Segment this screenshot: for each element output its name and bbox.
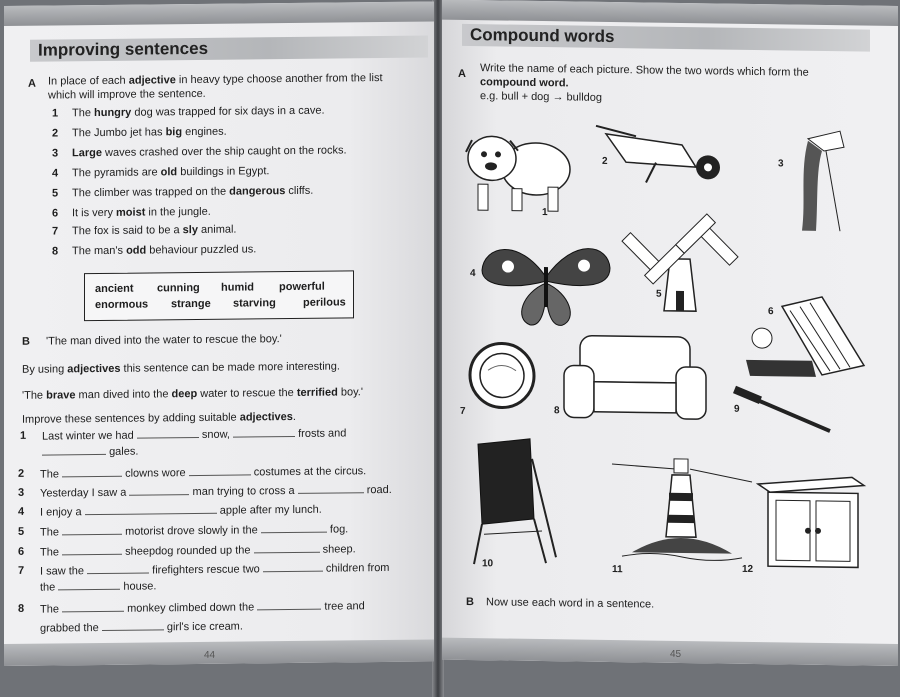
item-number: 2 <box>52 127 59 140</box>
section-a-instruction-2: which will improve the sentence. <box>48 87 206 102</box>
item-number: 6 <box>52 207 59 220</box>
sentence-number: 5 <box>18 525 25 538</box>
word-bank-word: perilous <box>303 296 346 309</box>
sentence-number: 2 <box>18 467 25 480</box>
section-b-line-4: Improve these sentences by adding suitable adjectives. <box>22 410 296 426</box>
sentence-number: 7 <box>18 564 25 577</box>
compound-section-b-letter: B <box>466 595 474 609</box>
sentence-8-line-1: The monkey climbed down the tree and <box>40 600 365 616</box>
item-number: 3 <box>52 147 59 160</box>
left-top-band <box>4 1 434 26</box>
item-sentence: The hungry dog was trapped for six days in a cave. <box>72 104 325 120</box>
item-number: 5 <box>52 187 59 200</box>
section-a-letter: A <box>28 77 36 90</box>
left-page-title: Improving sentences <box>30 36 428 62</box>
sentence-2: The clowns wore costumes at the circus. <box>40 465 367 481</box>
picture-number: 11 <box>612 564 623 576</box>
porthole-picture <box>466 340 538 411</box>
sentence-5: The motorist drove slowly in the fog. <box>40 523 349 539</box>
bulldog-picture <box>464 118 574 220</box>
item-number: 7 <box>52 225 59 238</box>
sentence-4: I enjoy a apple after my lunch. <box>40 503 322 519</box>
lighthouse-picture <box>612 452 752 566</box>
answer-blank[interactable] <box>129 485 189 496</box>
item-number: 4 <box>52 167 59 180</box>
sentence-1-line-2: gales. <box>42 445 138 459</box>
sentence-8-line-2: grabbed the girl's ice cream. <box>40 620 243 635</box>
left-bottom-band <box>4 639 434 666</box>
sentence-number: 4 <box>18 505 25 518</box>
answer-blank[interactable] <box>85 504 217 515</box>
wheelbarrow-picture <box>596 126 726 188</box>
answer-blank[interactable] <box>62 525 122 536</box>
picture-number: 6 <box>768 306 774 318</box>
picture-number: 9 <box>734 403 740 415</box>
word-bank <box>84 270 354 321</box>
item-sentence: The pyramids are old buildings in Egypt. <box>72 165 270 180</box>
right-page <box>442 0 898 666</box>
word-bank-word: humid <box>221 281 254 294</box>
compound-instruction-1: Write the name of each picture. Show the two words which form the <box>480 62 809 79</box>
picture-number: 7 <box>460 405 466 417</box>
word-bank-word: cunning <box>157 281 200 295</box>
word-bank-word: powerful <box>279 280 325 294</box>
compound-section-a-letter: A <box>458 67 466 80</box>
right-top-band <box>442 0 898 26</box>
compound-instruction-2: compound word. <box>480 76 569 90</box>
item-sentence: The man's odd behaviour puzzled us. <box>72 243 257 258</box>
waterfall-picture <box>790 130 848 233</box>
sentence-number: 3 <box>18 486 25 499</box>
item-sentence: The climber was trapped on the dangerous cliffs. <box>72 184 314 200</box>
picture-number: 1 <box>542 207 548 219</box>
blackboard-picture <box>472 438 558 570</box>
answer-blank[interactable] <box>62 602 124 613</box>
right-page-number: 45 <box>670 648 682 660</box>
picture-number: 3 <box>778 158 784 170</box>
answer-blank[interactable] <box>42 445 106 456</box>
section-b-line-3: 'The brave man dived into the deep water to rescue the terrified boy.' <box>22 386 363 402</box>
left-page <box>4 1 434 666</box>
item-sentence: It is very moist in the jungle. <box>72 205 211 220</box>
section-a-instruction-1: In place of each adjective in heavy type choose another from the list <box>48 72 383 88</box>
answer-blank[interactable] <box>263 562 323 573</box>
sentence-1-line-1: Last winter we had snow, frosts and <box>42 427 347 443</box>
answer-blank[interactable] <box>261 523 327 534</box>
armchair-picture <box>562 331 708 423</box>
answer-blank[interactable] <box>233 427 295 438</box>
answer-blank[interactable] <box>254 543 320 554</box>
word-bank-word: enormous <box>95 298 149 312</box>
picture-number: 8 <box>554 405 560 417</box>
answer-blank[interactable] <box>58 580 120 591</box>
section-b-example: 'The man dived into the water to rescue the boy.' <box>46 333 282 348</box>
item-sentence: The fox is said to be a sly animal. <box>72 223 237 238</box>
sentence-6: The sheepdog rounded up the sheep. <box>40 543 356 559</box>
picture-number: 10 <box>482 558 494 570</box>
answer-blank[interactable] <box>102 620 164 631</box>
sentence-number: 6 <box>18 545 25 558</box>
right-page-title: Compound words <box>462 24 870 52</box>
item-number: 8 <box>52 245 59 258</box>
item-sentence: The Jumbo jet has big engines. <box>72 125 227 140</box>
compound-example: e.g. bull + dog → bulldog <box>480 90 603 104</box>
sentence-3: Yesterday I saw a man trying to cross a road. <box>40 483 392 500</box>
picture-number: 2 <box>602 155 608 167</box>
windmill-picture <box>630 198 730 315</box>
sentence-number: 1 <box>20 429 27 442</box>
answer-blank[interactable] <box>62 467 122 478</box>
picture-number: 4 <box>470 268 476 280</box>
left-page-number: 44 <box>204 649 216 661</box>
trapdoor-picture <box>742 294 868 396</box>
compound-section-b-text: Now use each word in a sentence. <box>486 596 655 611</box>
item-sentence: Large waves crashed over the ship caught on the rocks. <box>72 144 347 160</box>
answer-blank[interactable] <box>137 428 199 439</box>
answer-blank[interactable] <box>189 465 251 476</box>
sentence-7-line-2: the house. <box>40 580 157 594</box>
cupboard-picture <box>758 474 866 572</box>
word-bank-word: starving <box>233 297 276 310</box>
answer-blank[interactable] <box>298 483 364 494</box>
section-b-line-2: By using adjectives this sentence can be made more interesting. <box>22 360 340 376</box>
picture-number: 5 <box>656 288 662 300</box>
sentence-number: 8 <box>18 602 25 615</box>
sentence-7-line-1: I saw the firefighters rescue two children from <box>40 561 390 578</box>
answer-blank[interactable] <box>87 563 149 574</box>
answer-blank[interactable] <box>62 545 122 556</box>
toothbrush-picture <box>734 386 834 437</box>
answer-blank[interactable] <box>257 600 321 611</box>
item-number: 1 <box>52 107 59 120</box>
butterfly-picture <box>478 226 614 332</box>
picture-number: 12 <box>742 563 754 575</box>
word-bank-word: strange <box>171 297 211 311</box>
section-b-letter: B <box>22 335 30 348</box>
word-bank-word: ancient <box>95 282 134 296</box>
